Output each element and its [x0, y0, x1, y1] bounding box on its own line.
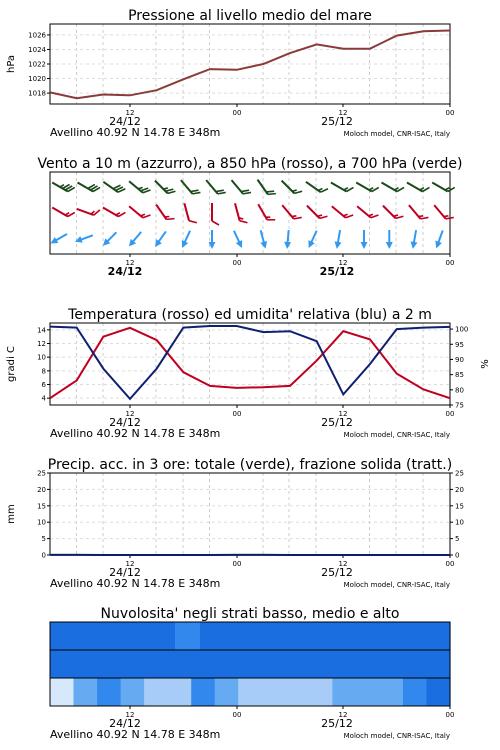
wind-barb — [103, 176, 125, 194]
x-tick-label: 12 — [338, 560, 348, 568]
date-label: 25/12 — [321, 717, 353, 730]
y2-tick-label: 15 — [455, 502, 464, 511]
wind-barb — [331, 176, 354, 193]
x-tick-label: 00 — [445, 109, 455, 117]
x-tick-label: 00 — [445, 560, 455, 568]
cloud-cell — [425, 650, 451, 678]
y2-tick-label: 85 — [455, 371, 464, 380]
y-tick-label: 25 — [37, 469, 46, 478]
cloud-cell — [350, 650, 376, 678]
wind-barb-feather — [212, 221, 219, 225]
wind-arrow-head — [260, 241, 269, 250]
y-tick-label: 6 — [41, 381, 46, 389]
cloud-cell — [400, 622, 426, 650]
y-axis-label: gradi C — [6, 346, 17, 382]
wind-barb-feather — [189, 219, 197, 225]
cloud-cell — [275, 622, 301, 650]
wind-barb — [409, 201, 429, 222]
wind-barb — [409, 230, 419, 250]
wind-barb — [357, 201, 378, 221]
wind-barb — [103, 201, 126, 218]
wind-barb — [382, 176, 405, 193]
wind-barb-feather — [397, 185, 404, 193]
wind-arrow-head — [433, 241, 442, 250]
y2-tick-label: 25 — [455, 469, 464, 478]
wind-barb-feather — [372, 185, 379, 193]
date-label: 24/12 — [109, 416, 141, 429]
cloud-cell — [144, 678, 168, 706]
panel-title: Pressione al livello medio del mare — [128, 8, 372, 24]
wind-barb — [232, 176, 252, 197]
wind-barb — [307, 201, 328, 222]
wind-barb — [361, 230, 368, 249]
y-tick-label: 1020 — [28, 75, 46, 84]
y2-tick-label: 90 — [455, 355, 464, 364]
y-tick-label: 1026 — [28, 31, 46, 40]
wind-barb-feather — [68, 210, 75, 218]
x-tick-label: 12 — [125, 410, 135, 418]
panel-2 — [37, 156, 462, 278]
x-tick-label: 12 — [125, 560, 135, 568]
panel-4 — [6, 457, 464, 590]
x-tick-label: 00 — [445, 711, 455, 719]
x-tick-label: 00 — [445, 259, 455, 267]
cloud-cell — [238, 678, 262, 706]
wind-barb — [434, 201, 454, 222]
date-label: 25/12 — [321, 566, 353, 579]
date-label: 24/12 — [109, 566, 141, 579]
y-tick-label: 8 — [41, 367, 46, 376]
model-credit: Moloch model, CNR-ISAC, Italy — [343, 431, 450, 439]
y2-axis-label: % — [480, 359, 491, 369]
y-tick-label: 14 — [37, 326, 46, 335]
wind-arrow-head — [409, 241, 417, 249]
wind-barb-feather — [448, 185, 455, 193]
x-tick-label: 12 — [125, 109, 135, 117]
wind-barb — [129, 176, 150, 196]
cloud-cell — [225, 650, 251, 678]
wind-barb-feather — [94, 209, 100, 217]
cloud-cell — [375, 650, 401, 678]
panel-title: Temperatura (rosso) ed umidita' relativa (blu) a 2 m — [68, 307, 432, 323]
y-tick-label: 1018 — [28, 89, 46, 98]
y2-tick-label: 0 — [455, 551, 460, 560]
cloud-cell — [250, 622, 276, 650]
y-tick-label: 0 — [41, 551, 46, 560]
wind-barb — [52, 176, 75, 193]
cloud-cell — [175, 622, 201, 650]
wind-barb — [179, 229, 193, 249]
wind-barb — [407, 176, 430, 193]
wind-barb-feather — [240, 219, 248, 225]
cloud-cell — [262, 678, 286, 706]
wind-barb-feather — [346, 212, 354, 220]
cloud-cell — [100, 650, 126, 678]
cloud-cell — [191, 678, 215, 706]
wind-arrow-head — [284, 242, 292, 250]
wind-barb — [129, 201, 150, 221]
wind-barb-feather — [118, 210, 125, 218]
cloud-cell — [75, 622, 101, 650]
wind-barb-shaft — [184, 203, 189, 220]
wind-barb — [356, 176, 379, 193]
cloud-cell — [350, 622, 376, 650]
cloud-cell — [285, 678, 309, 706]
date-label: 25/12 — [321, 416, 353, 429]
cloud-cell — [332, 678, 356, 706]
x-tick-label: 00 — [232, 560, 242, 568]
date-label: 24/12 — [109, 115, 141, 128]
model-credit: Moloch model, CNR-ISAC, Italy — [343, 581, 450, 589]
cloud-cell — [168, 678, 192, 706]
wind-barb — [184, 201, 196, 224]
cloud-cell — [175, 650, 201, 678]
x-tick-label: 12 — [338, 711, 348, 719]
wind-barb — [282, 176, 303, 197]
x-tick-label: 00 — [232, 410, 242, 418]
wind-barb — [231, 229, 245, 249]
y-tick-label: 15 — [37, 502, 46, 511]
cloud-cell — [125, 650, 151, 678]
cloud-cell — [150, 650, 176, 678]
cloud-cell — [425, 622, 451, 650]
wind-barb — [49, 231, 69, 247]
wind-arrow-head — [236, 240, 245, 249]
wind-barb-feather — [422, 185, 429, 193]
cloud-cell — [309, 678, 333, 706]
panel-title: Nuvolosita' negli strati basso, medio e alto — [100, 606, 400, 622]
cloud-cell — [121, 678, 145, 706]
wind-barb — [156, 201, 174, 223]
cloud-cell — [375, 622, 401, 650]
y2-tick-label: 75 — [455, 401, 464, 410]
wind-barb — [258, 201, 275, 224]
y2-tick-label: 100 — [455, 325, 469, 334]
cloud-cell — [50, 622, 76, 650]
y-tick-label: 5 — [41, 535, 46, 544]
wind-barb — [333, 230, 343, 250]
wind-barb — [284, 230, 293, 250]
wind-barb — [282, 201, 302, 222]
cloud-cell — [50, 650, 76, 678]
cloud-cell — [403, 678, 427, 706]
wind-barb — [383, 201, 404, 222]
cloud-cell — [379, 678, 403, 706]
y-tick-label: 4 — [41, 394, 46, 403]
location-label: Avellino 40.92 N 14.78 E 348m — [50, 126, 221, 139]
cloud-cell — [250, 650, 276, 678]
y2-tick-label: 20 — [455, 485, 464, 494]
panel-title: Vento a 10 m (azzurro), a 850 hPa (rosso), a 700 hPa (verde) — [37, 156, 463, 172]
model-credit: Moloch model, CNR-ISAC, Italy — [343, 732, 450, 740]
y2-tick-label: 95 — [455, 340, 464, 349]
cloud-cell — [325, 650, 351, 678]
wind-arrow-head — [179, 240, 188, 249]
wind-barb — [235, 201, 247, 224]
cloud-cell — [74, 678, 98, 706]
date-label: 25/12 — [321, 115, 353, 128]
x-tick-label: 00 — [232, 109, 242, 117]
x-tick-label: 12 — [338, 410, 348, 418]
y-axis-label: mm — [6, 504, 17, 524]
y-tick-label: 10 — [37, 518, 46, 527]
cloud-cell — [215, 678, 239, 706]
cloud-cell — [356, 678, 380, 706]
wind-barb — [433, 229, 446, 249]
cloud-cell — [97, 678, 121, 706]
panel-title: Precip. acc. in 3 ore: totale (verde), frazione solida (tratt.) — [47, 457, 453, 473]
x-tick-label: 00 — [232, 711, 242, 719]
cloud-cell — [300, 650, 326, 678]
wind-barb — [152, 229, 169, 249]
wind-barb-feather — [321, 186, 328, 194]
wind-barb — [306, 176, 328, 194]
wind-barb — [155, 176, 176, 197]
date-label: 25/12 — [319, 265, 355, 278]
wind-arrow-head — [386, 242, 393, 249]
wind-barb — [52, 201, 75, 218]
location-label: Avellino 40.92 N 14.78 E 348m — [50, 728, 221, 741]
y-tick-label: 12 — [37, 340, 46, 348]
y2-tick-label: 5 — [455, 535, 460, 544]
cloud-cell — [50, 678, 74, 706]
y2-tick-label: 10 — [455, 518, 464, 527]
cloud-cell — [225, 622, 251, 650]
wind-barb-feather — [143, 212, 151, 220]
wind-barb-feather — [346, 185, 353, 193]
cloud-cell — [275, 650, 301, 678]
cloud-cell — [200, 622, 226, 650]
wind-arrow-head — [305, 240, 314, 249]
y-tick-label: 10 — [37, 353, 46, 362]
cloud-cell — [100, 622, 126, 650]
x-tick-label: 00 — [232, 259, 242, 267]
x-tick-label: 12 — [125, 711, 135, 719]
date-label: 24/12 — [107, 265, 143, 278]
y2-tick-label: 80 — [455, 386, 464, 395]
wind-arrow-head — [333, 241, 341, 249]
x-tick-label: 00 — [445, 410, 455, 418]
wind-barb-feather — [371, 212, 379, 220]
date-label: 24/12 — [109, 717, 141, 730]
wind-arrow-head — [74, 236, 83, 245]
location-label: Avellino 40.92 N 14.78 E 348m — [50, 427, 221, 440]
cloud-cell — [400, 650, 426, 678]
wind-barb — [126, 230, 144, 249]
wind-barb — [305, 229, 319, 249]
location-label: Avellino 40.92 N 14.78 E 348m — [50, 577, 221, 590]
model-credit: Moloch model, CNR-ISAC, Italy — [343, 130, 450, 138]
cloud-cell — [325, 622, 351, 650]
panel-5 — [50, 606, 454, 741]
cloud-cell — [75, 650, 101, 678]
wind-barb — [386, 230, 393, 249]
cloud-cell — [125, 622, 151, 650]
cloud-cell — [427, 678, 451, 706]
x-tick-label: 12 — [338, 259, 348, 267]
wind-barb — [78, 176, 101, 193]
panel-1 — [6, 8, 454, 139]
wind-barb — [77, 202, 100, 216]
wind-barb — [332, 201, 353, 221]
wind-barb — [432, 176, 455, 193]
wind-arrow-head — [361, 242, 368, 249]
cloud-cell — [200, 650, 226, 678]
panel-3 — [6, 307, 491, 440]
y-tick-label: 20 — [37, 485, 46, 494]
x-tick-label: 12 — [125, 259, 135, 267]
wind-barb — [212, 203, 219, 225]
y-tick-label: 1024 — [28, 45, 46, 54]
x-tick-label: 12 — [338, 109, 348, 117]
wind-barb — [258, 176, 276, 198]
y-axis-label: hPa — [6, 54, 17, 74]
cloud-cell — [300, 622, 326, 650]
plot-frame — [50, 473, 450, 555]
y-tick-label: 1022 — [28, 60, 46, 69]
wind-barb — [181, 176, 201, 197]
cloud-cell — [150, 622, 176, 650]
